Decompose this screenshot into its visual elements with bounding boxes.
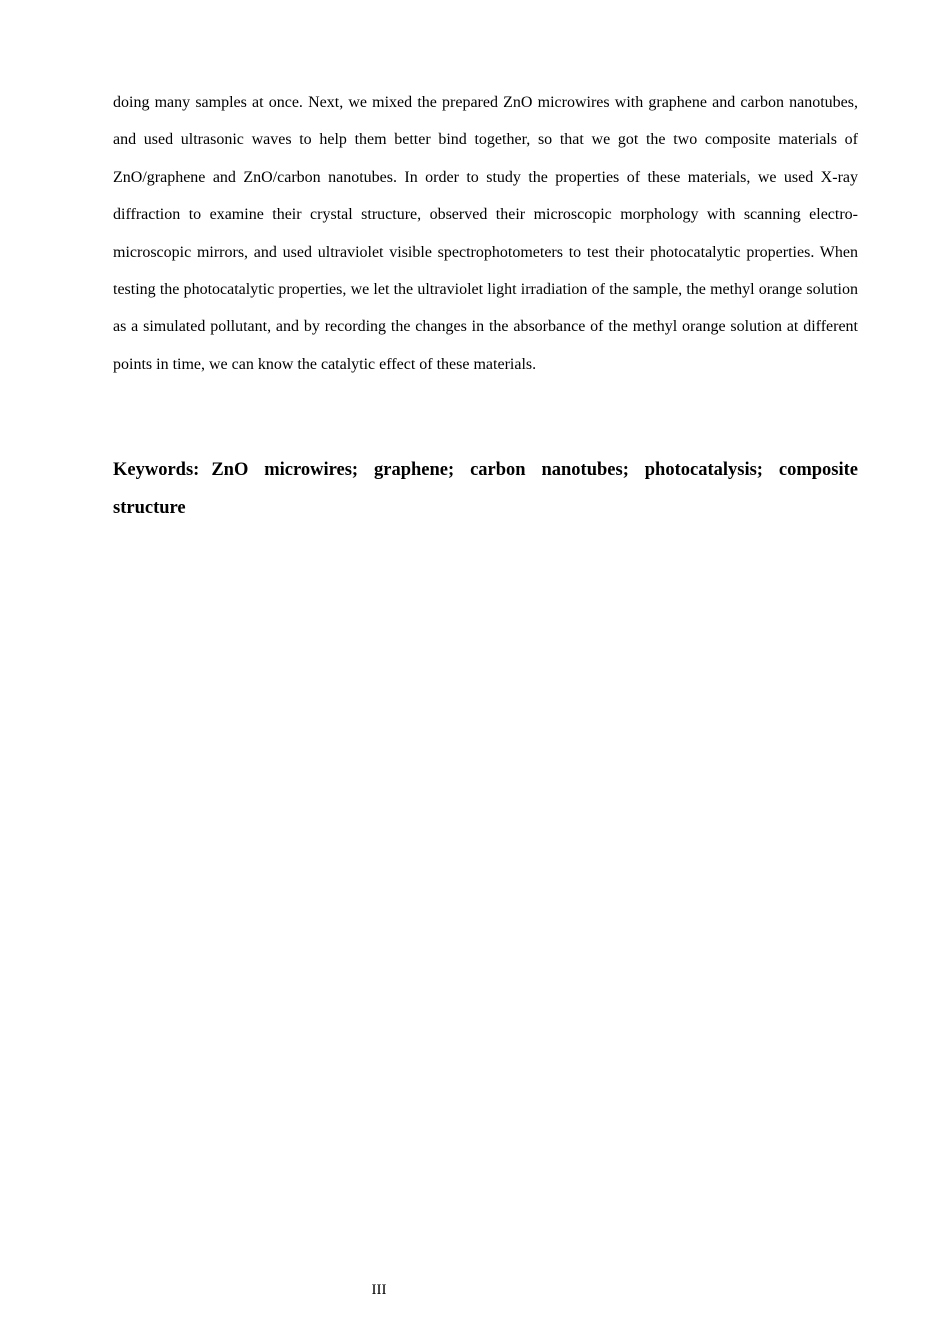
- keywords-paragraph: [113, 452, 858, 527]
- body-paragraph: doing many samples at once. Next, we mixed the prepared ZnO microwires with graphene and carbon nanotubes, and used ultrasonic waves to help them better bind together, so that we got the two composite materials of ZnO/graphene and ZnO/carbon nanotubes. In order to study the properties of these materials, we used X-ray diffraction to examine their crystal structure, observed their microscopic morphology with scanning electro-microscopic mirrors, and used ultraviolet visible spectrophotometers to test their photocatalytic properties. When testing the photocatalytic properties, we let the ultraviolet light irradiation of the sample, the methyl orange solution as a simulated pollutant, and by recording the changes in the absorbance of the methyl orange solution at different points in time, we can know the catalytic effect of these materials.: [113, 94, 858, 373]
- keywords-text: ZnO microwires; graphene; carbon nanotubes; photocatalysis; composite structure: [113, 460, 858, 518]
- keywords-label: Keywords:: [113, 460, 200, 480]
- page-number: III: [371, 1282, 387, 1298]
